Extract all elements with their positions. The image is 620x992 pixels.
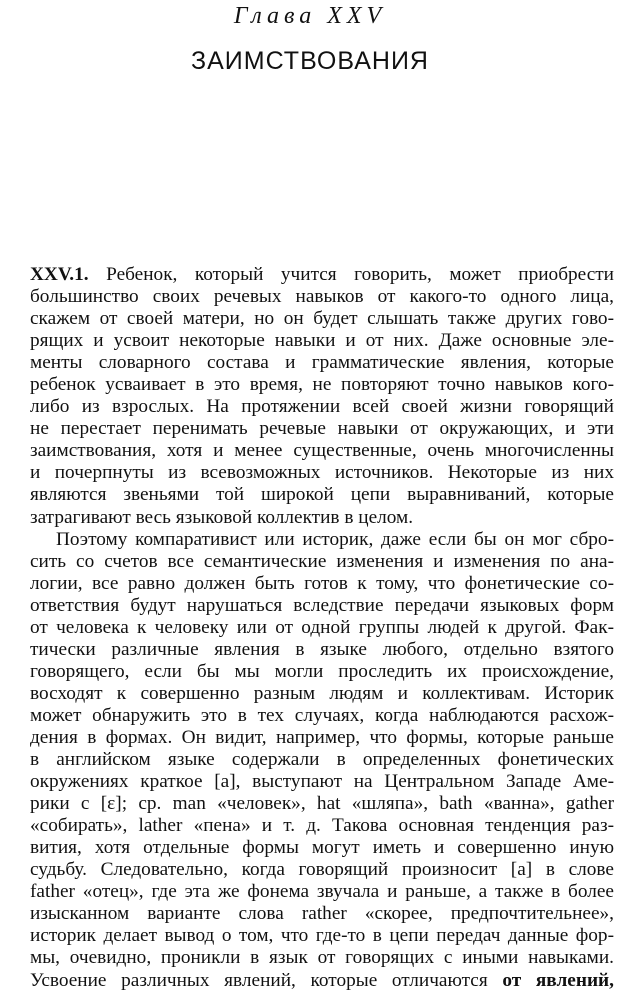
text-line: сить со счетов все семантические изменения и изменения по ана- bbox=[30, 550, 614, 572]
text-line: рики с [ɛ]; ср. man «человек», hat «шляпа», bath «ванна», gather bbox=[30, 793, 614, 815]
text-line: от человека к человеку или от одной группы людей к другой. Фак- bbox=[30, 616, 614, 638]
text-line: окружениях краткое [a], выступают на Центральном Западе Аме- bbox=[30, 771, 614, 793]
text-line: дения в формах. Он видит, например, что формы, которые раньше bbox=[30, 726, 614, 748]
text-line: тически различные явления в языке любого, отдельно взятого bbox=[30, 638, 614, 660]
text-line: большинство своих речевых навыков от какого-то одного лица, bbox=[30, 286, 614, 308]
text-line-content: Ребенок, который учится говорить, может приобрести bbox=[106, 264, 614, 285]
text-line: ребенок усваивает в это время, не повторяют точно навыков кого- bbox=[30, 374, 614, 396]
text-line: father «отец», где эта же фонема звучала и раньше, а также в более bbox=[30, 881, 614, 903]
text-line: «собирать», lather «пена» и т. д. Такова основная тенденция раз- bbox=[30, 815, 614, 837]
text-line: историк делает вывод о том, что где-то в цепи передач данные фор- bbox=[30, 925, 614, 947]
text-line: судьбу. Следовательно, когда говорящий произносит [a] в слове bbox=[30, 859, 614, 881]
text-line: изысканном варианте слова rather «скорее, предпочтительнее», bbox=[30, 903, 614, 925]
text-line: логии, все равно должен быть готов к тому, что фонетические со- bbox=[30, 572, 614, 594]
text-line: и почерпнуты из всевозможных источников. Некоторые из них bbox=[30, 462, 614, 484]
chapter-title: ЗАИМСТВОВАНИЯ bbox=[191, 47, 429, 75]
text-line: являются звеньями той широкой цепи выравниваний, которые bbox=[30, 484, 614, 506]
text-line: говорящего, если бы мы могли проследить их происхождение, bbox=[30, 660, 614, 682]
body-text bbox=[30, 264, 614, 992]
text-line: может обнаружить это в тех случаях, когда наблюдаются расхож- bbox=[30, 704, 614, 726]
text-line bbox=[30, 264, 614, 286]
text-line: рящих и усвоит некоторые навыки и от них. Даже основные эле- bbox=[30, 330, 614, 352]
text-line: либо из взрослых. На протяжении всей своей жизни говорящий bbox=[30, 396, 614, 418]
text-line: менты словарного состава и грамматические явления, которые bbox=[30, 352, 614, 374]
text-line: затрагивают весь языковой коллектив в целом. bbox=[30, 506, 414, 528]
text-line bbox=[30, 970, 614, 992]
text-line: Поэтому компаративист или историк, даже если бы он мог сбро- bbox=[56, 528, 614, 550]
text-line-bold-tail: от явлений, bbox=[502, 969, 614, 991]
text-line-content: Усвоение различных явлений, которые отличаются bbox=[30, 969, 488, 991]
text-line: ответствия будут нарушаться вследствие передачи языковых форм bbox=[30, 594, 614, 616]
text-line: не перестает перенимать речевые навыки от окружающих, и эти bbox=[30, 418, 614, 440]
text-line: скажем от своей матери, но он будет слышать также других гово- bbox=[30, 308, 614, 330]
text-line: заимствования, хотя и менее существенные, очень многочисленны bbox=[30, 440, 614, 462]
section-number: XXV.1. bbox=[30, 264, 89, 285]
text-line: восходят к совершенно разным людям и коллективам. Историк bbox=[30, 682, 614, 704]
text-line: мы, очевидно, проникли в язык от говорящих с иными навыками. bbox=[30, 947, 614, 969]
chapter-label: Глава XXV bbox=[233, 3, 387, 29]
text-line: в английском языке содержали в определенных фонетических bbox=[30, 749, 614, 771]
text-line: вития, хотя отдельные формы могут иметь и совершенно иную bbox=[30, 837, 614, 859]
